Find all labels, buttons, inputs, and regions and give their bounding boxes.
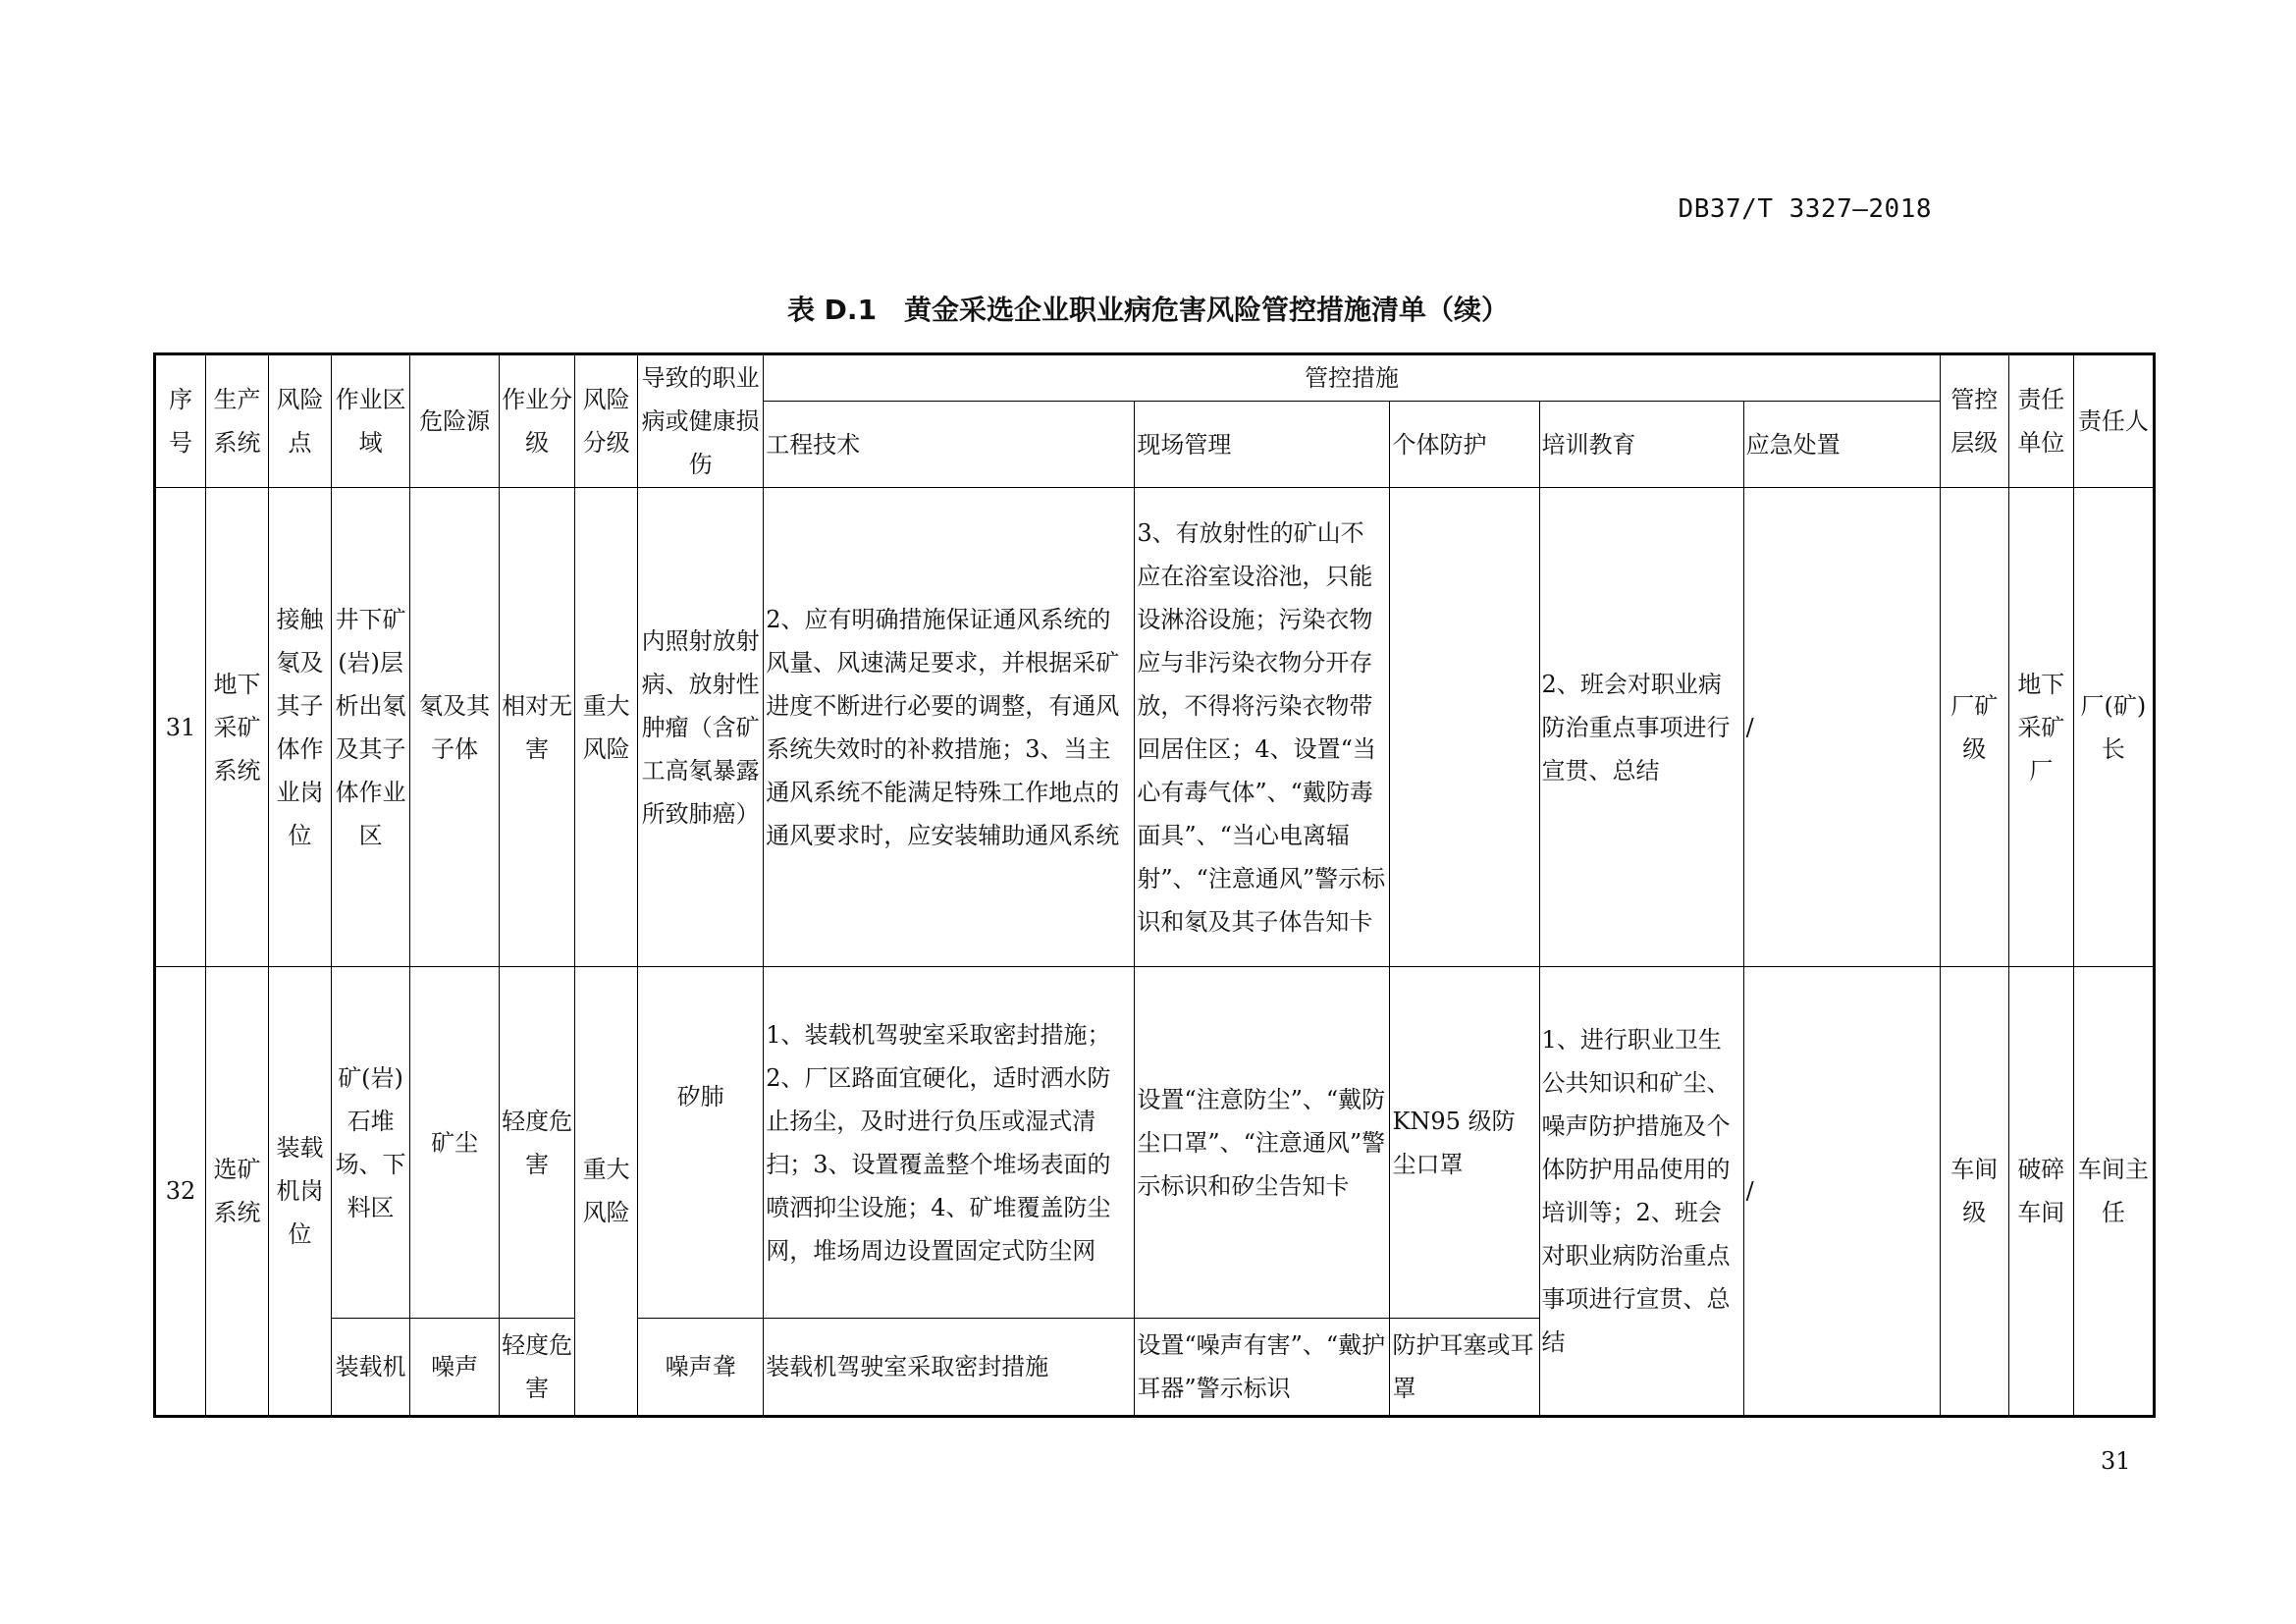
cell-seq: 32 <box>155 967 206 1417</box>
cell-system: 选矿系统 <box>206 967 269 1417</box>
cell-hazard: 氡及其子体 <box>410 488 500 967</box>
cell-emergency: / <box>1743 488 1940 967</box>
cell-site: 设置“注意防尘”、“戴防尘口罩”、“注意通风”警示标识和矽尘告知卡 <box>1135 967 1390 1319</box>
cell-emergency: / <box>1743 967 1940 1417</box>
cell-person: 厂(矿)长 <box>2073 488 2154 967</box>
col-header-work-area: 作业区域 <box>332 354 410 488</box>
page-number: 31 <box>2101 1447 2131 1475</box>
col-header-work-grade: 作业分级 <box>500 354 575 488</box>
cell-level: 车间级 <box>1940 967 2008 1417</box>
table-row <box>155 967 2155 1319</box>
col-header-seq: 序号 <box>155 354 206 488</box>
cell-level: 厂矿级 <box>1940 488 2008 967</box>
cell-ppe <box>1390 488 1539 967</box>
cell-system: 地下采矿系统 <box>206 488 269 967</box>
table-title: 表 D.1 黄金采选企业职业病危害风险管控措施清单（续） <box>786 294 1510 326</box>
cell-unit: 地下采矿厂 <box>2008 488 2073 967</box>
cell-work-grade: 相对无害 <box>500 488 575 967</box>
cell-risk-grade: 重大风险 <box>575 488 638 967</box>
col-header-disease: 导致的职业病或健康损伤 <box>638 354 764 488</box>
col-header-emergency: 应急处置 <box>1743 402 1940 488</box>
cell-work-area: 矿(岩)石堆场、下料区 <box>332 967 410 1319</box>
cell-disease: 噪声聋 <box>638 1319 764 1417</box>
document-code: DB37/T 3327—2018 <box>1678 194 1932 224</box>
cell-seq: 31 <box>155 488 206 967</box>
col-header-unit: 责任单位 <box>2008 354 2073 488</box>
col-header-level: 管控层级 <box>1940 354 2008 488</box>
col-header-hazard: 危险源 <box>410 354 500 488</box>
cell-risk-point: 接触氡及其子体作业岗位 <box>269 488 332 967</box>
cell-work-grade: 轻度危害 <box>500 967 575 1319</box>
col-header-control: 管控措施 <box>764 354 1941 402</box>
col-header-training: 培训教育 <box>1539 402 1743 488</box>
cell-site: 设置“噪声有害”、“戴护耳器”警示标识 <box>1135 1319 1390 1417</box>
risk-control-table <box>153 352 2156 1418</box>
col-header-person: 责任人 <box>2073 354 2154 488</box>
cell-site: 3、有放射性的矿山不应在浴室设浴池，只能设淋浴设施；污染衣物应与非污染衣物分开存放，不得将污染衣物带回居住区；4、设置“当心有毒气体”、“戴防毒面具”、“当心电离辐射”、“注意通风”警示标识和氡及其子体告知卡 <box>1135 488 1390 967</box>
cell-unit: 破碎车间 <box>2008 967 2073 1417</box>
col-header-risk-point: 风险点 <box>269 354 332 488</box>
col-header-risk-grade: 风险分级 <box>575 354 638 488</box>
cell-ppe: KN95 级防尘口罩 <box>1390 967 1539 1319</box>
cell-training: 2、班会对职业病防治重点事项进行宣贯、总结 <box>1539 488 1743 967</box>
cell-ppe: 防护耳塞或耳罩 <box>1390 1319 1539 1417</box>
col-header-site: 现场管理 <box>1135 402 1390 488</box>
header-row-1 <box>155 354 2155 402</box>
col-header-system: 生产系统 <box>206 354 269 488</box>
cell-engineering: 装载机驾驶室采取密封措施 <box>764 1319 1135 1417</box>
col-header-ppe: 个体防护 <box>1390 402 1539 488</box>
cell-work-area: 井下矿(岩)层析出氡及其子体作业区 <box>332 488 410 967</box>
cell-disease: 内照射放射病、放射性肿瘤（含矿工高氡暴露所致肺癌） <box>638 488 764 967</box>
cell-engineering: 1、装载机驾驶室采取密封措施；2、厂区路面宜硬化，适时洒水防止扬尘，及时进行负压或湿式清扫；3、设置覆盖整个堆场表面的喷洒抑尘设施；4、矿堆覆盖防尘网，堆场周边设置固定式防尘网 <box>764 967 1135 1319</box>
cell-disease: 矽肺 <box>638 967 764 1319</box>
col-header-engineering: 工程技术 <box>764 402 1135 488</box>
cell-work-area: 装载机 <box>332 1319 410 1417</box>
cell-training: 1、进行职业卫生公共知识和矿尘、噪声防护措施及个体防护用品使用的培训等；2、班会对职业病防治重点事项进行宣贯、总结 <box>1539 967 1743 1417</box>
cell-risk-point: 装载机岗位 <box>269 967 332 1417</box>
cell-person: 车间主任 <box>2073 967 2154 1417</box>
cell-engineering: 2、应有明确措施保证通风系统的风量、风速满足要求，并根据采矿进度不断进行必要的调整，有通风系统失效时的补救措施；3、当主通风系统不能满足特殊工作地点的通风要求时，应安装辅助通风系统 <box>764 488 1135 967</box>
cell-risk-grade: 重大风险 <box>575 967 638 1417</box>
cell-hazard: 噪声 <box>410 1319 500 1417</box>
cell-work-grade: 轻度危害 <box>500 1319 575 1417</box>
table-row <box>155 488 2155 967</box>
cell-hazard: 矿尘 <box>410 967 500 1319</box>
